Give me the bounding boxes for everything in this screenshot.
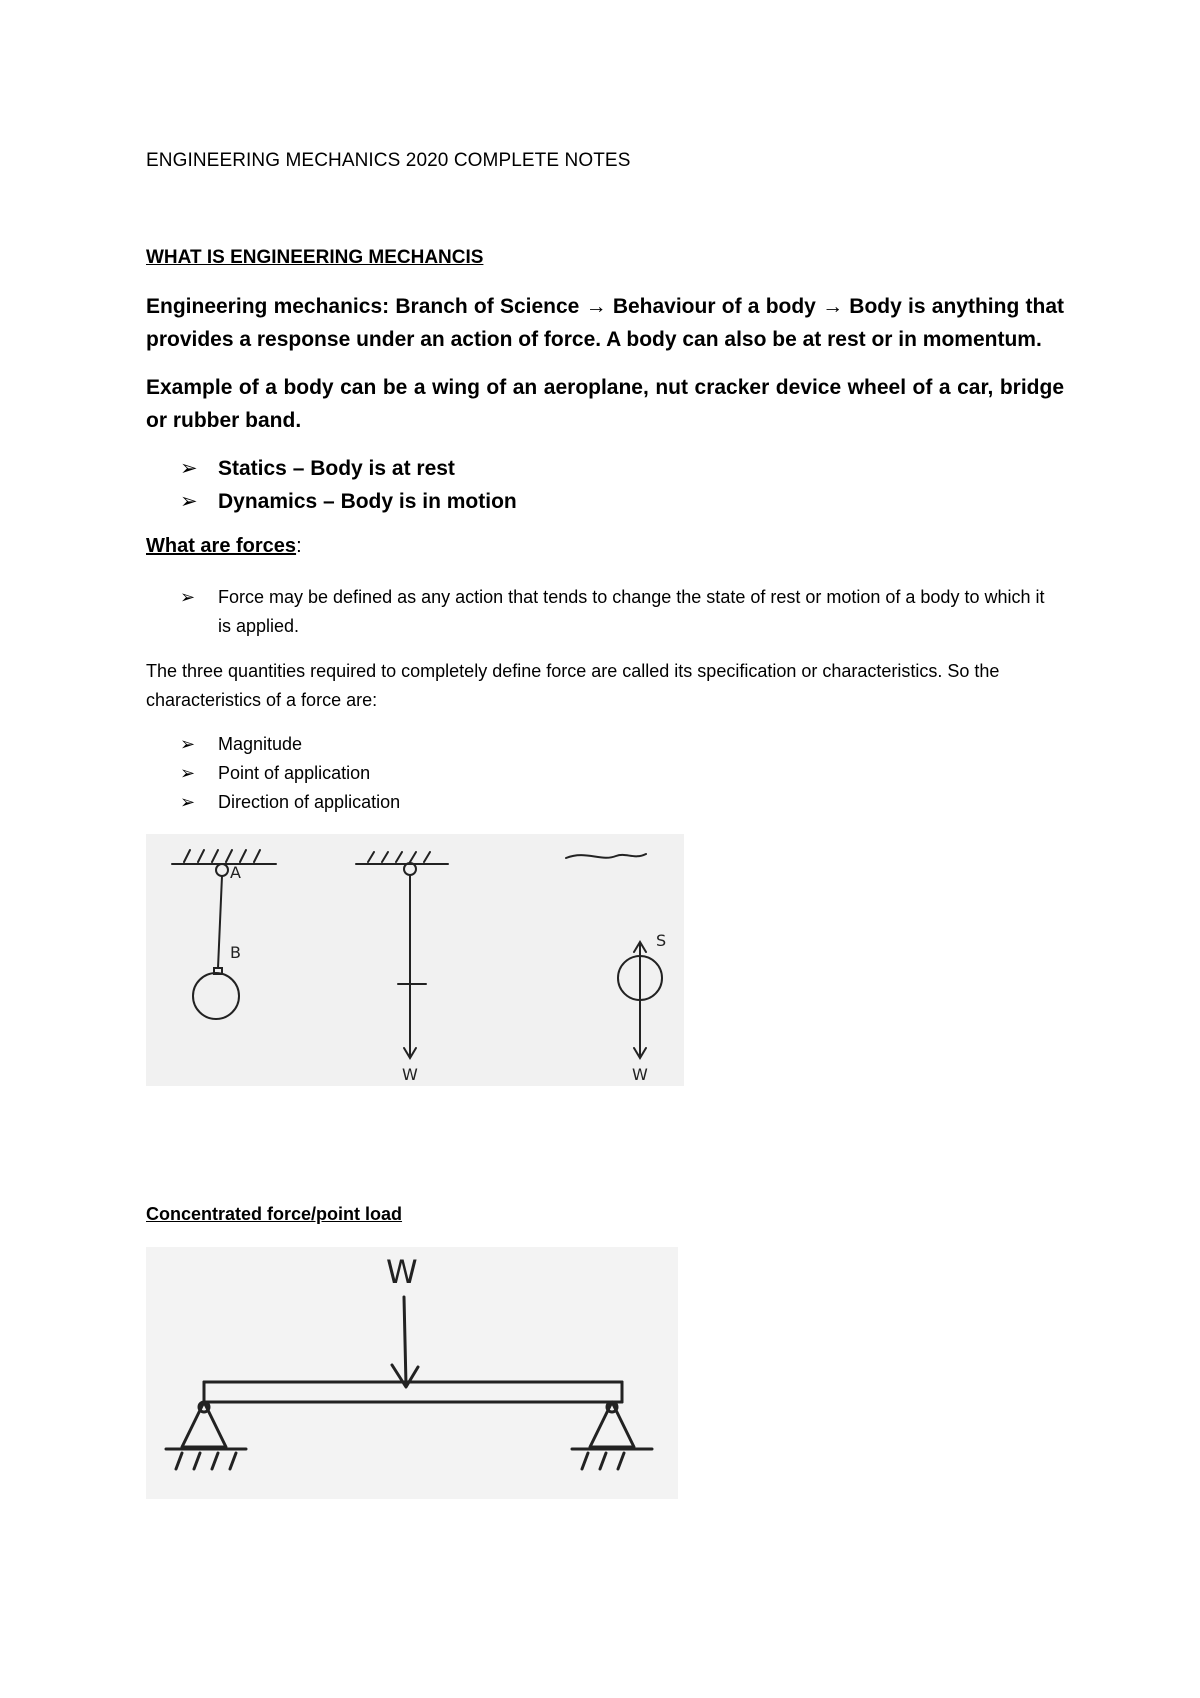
list-item: ➢ Point of application (180, 759, 400, 788)
label-s: S (656, 931, 667, 950)
list-item: ➢ Magnitude (180, 730, 400, 759)
arrow-bullet-icon: ➢ (180, 587, 196, 607)
label-b: B (230, 943, 241, 962)
force-definition-list (180, 583, 1060, 641)
list-item: ➢ Force may be defined as any action that tends to change the state of rest or motion of a body to which it is applied. (180, 583, 1060, 641)
arrow-bullet-icon: ➢ (180, 457, 198, 480)
section-heading-forces: What are forces: (146, 535, 302, 557)
characteristics-list (180, 730, 400, 817)
list-item: ➢ Statics – Body is at rest (180, 452, 517, 485)
force-diagram-sketch (146, 834, 684, 1086)
label-w-sketch3: W (632, 1065, 648, 1084)
paragraph-definition: Engineering mechanics: Branch of Science → Behaviour of a body → Body is anything that provides a response under an action of force. A body can also be at rest or in momentum. (146, 295, 1064, 351)
arrow-bullet-icon: ➢ (180, 490, 198, 513)
document-title: ENGINEERING MECHANICS 2020 COMPLETE NOTES (146, 150, 631, 171)
paragraph-example: Example of a body can be a wing of an aeroplane, nut cracker device wheel of a car, bridge or rubber band. (146, 376, 1064, 432)
point-load-beam-sketch (146, 1247, 678, 1499)
arrow-bullet-icon: ➢ (180, 792, 196, 812)
list-item: ➢ Direction of application (180, 788, 400, 817)
label-load-w: W (386, 1253, 418, 1291)
section-heading-what-is: WHAT IS ENGINEERING MECHANCIS (146, 247, 484, 268)
beam-diagram-svg (146, 1247, 678, 1499)
paragraph-characteristics: The three quantities required to completely define force are called its specification or characteristics. So the characteristics of a force are: (146, 661, 1000, 710)
arrow-bullet-icon: ➢ (180, 734, 196, 754)
mechanics-types-list (180, 452, 517, 518)
label-a: A (230, 863, 241, 882)
arrow-bullet-icon: ➢ (180, 763, 196, 783)
section-heading-concentrated-force: Concentrated force/point load (146, 1204, 403, 1224)
list-item: ➢ Dynamics – Body is in motion (180, 485, 517, 518)
label-w-sketch2: W (402, 1065, 418, 1084)
force-diagram-svg (146, 834, 684, 1086)
